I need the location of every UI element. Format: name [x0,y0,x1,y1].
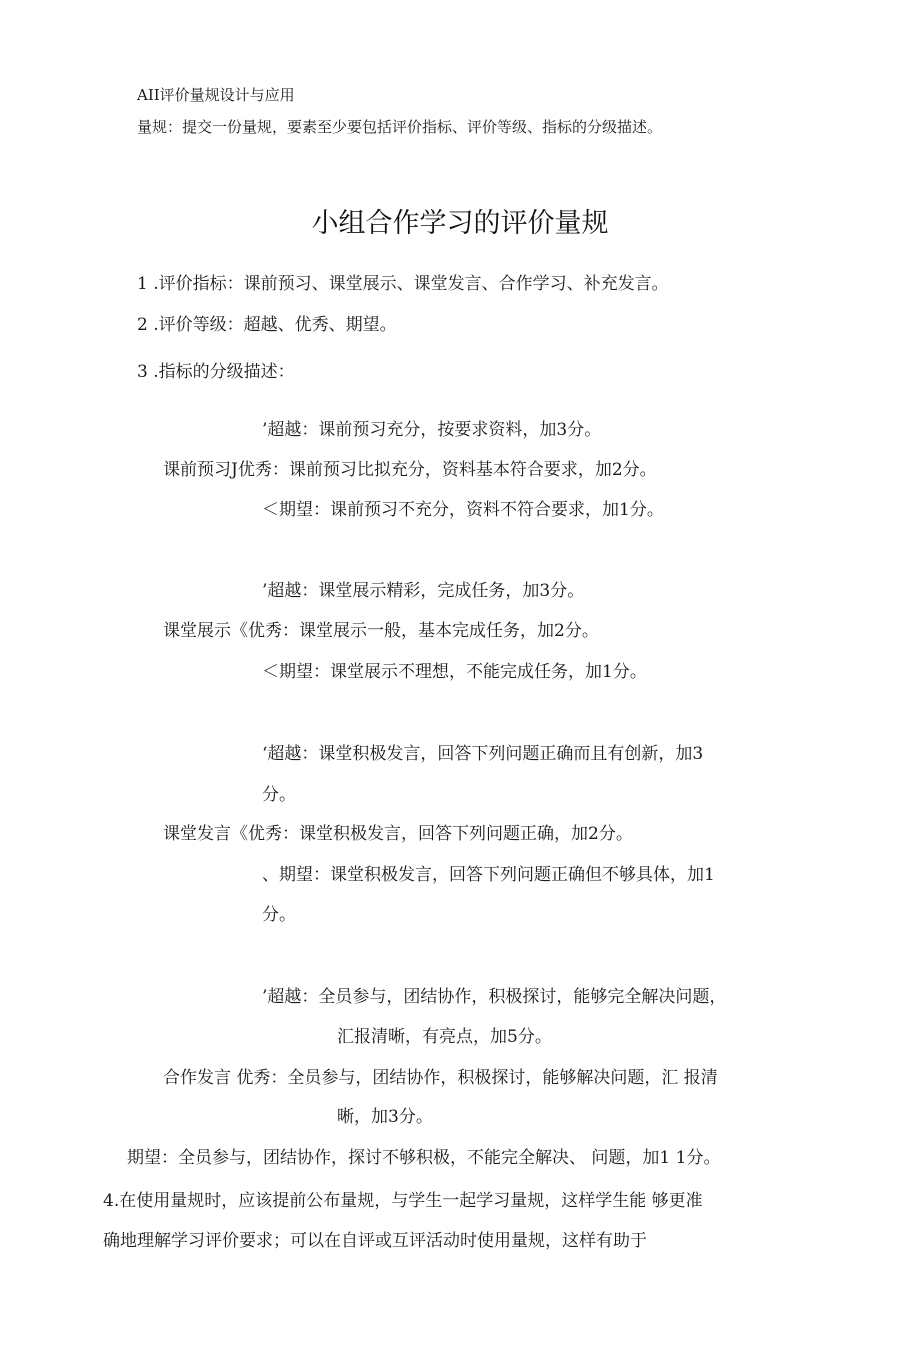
preview-expect: ＜期望：课前预习不充分，资料不符合要求，加1分。 [262,500,664,520]
speaking-excellent: 课堂发言《优秀：课堂积极发言，回答下列问题正确，加2分。 [163,824,633,844]
preview-exceed: ’超越：课前预习充分，按要求资料，加3分。 [262,420,602,440]
speaking-expect-line1: 、期望：课堂积极发言，回答下列问题正确但不够具体，加1 [262,865,715,885]
cooperation-expect: 期望：全员参与，团结协作，探讨不够积极，不能完全解决、 问题，加1 1分。 [127,1148,721,1168]
usage-line2: 确地理解学习评价要求；可以在自评或互评活动时使用量规，这样有助于 [103,1231,647,1251]
speaking-exceed-line2: 分。 [262,785,296,805]
page-title: 小组合作学习的评价量规 [311,208,609,239]
presentation-exceed: ’超越：课堂展示精彩，完成任务，加3分。 [262,581,585,601]
cooperation-exceed-line1: ’超越：全员参与，团结协作，积极探讨，能够完全解决问题， [262,987,727,1007]
speaking-expect-line2: 分。 [262,905,296,925]
cooperation-exceed-line2: 汇报清晰，有亮点，加5分。 [337,1027,552,1047]
usage-line1: 4.在使用量规时，应该提前公布量规，与学生一起学习量规，这样学生能 够更准 [103,1191,703,1211]
course-line: AII评价量规设计与应用 [137,86,295,104]
indicators-line: 1 .评价指标：课前预习、课堂展示、课堂发言、合作学习、补充发言。 [137,274,669,294]
cooperation-excellent-line2: 晰，加3分。 [337,1107,433,1127]
levels-line: 2 .评价等级：超越、优秀、期望。 [137,315,397,335]
presentation-excellent: 课堂展示《优秀：课堂展示一般，基本完成任务，加2分。 [163,621,599,641]
descriptions-heading: 3 .指标的分级描述： [137,362,295,382]
presentation-expect: ＜期望：课堂展示不理想，不能完成任务，加1分。 [262,662,647,682]
task-line: 量规：提交一份量规，要素至少要包括评价指标、评价等级、指标的分级描述。 [137,118,663,136]
speaking-exceed-line1: ‘超越：课堂积极发言，回答下列问题正确而且有创新，加3 [262,744,704,764]
cooperation-excellent-line1: 合作发言 优秀：全员参与，团结协作，积极探讨，能够解决问题，汇 报清 [163,1068,718,1088]
preview-excellent: 课前预习J优秀：课前预习比拟充分，资料基本符合要求，加2分。 [163,460,657,480]
